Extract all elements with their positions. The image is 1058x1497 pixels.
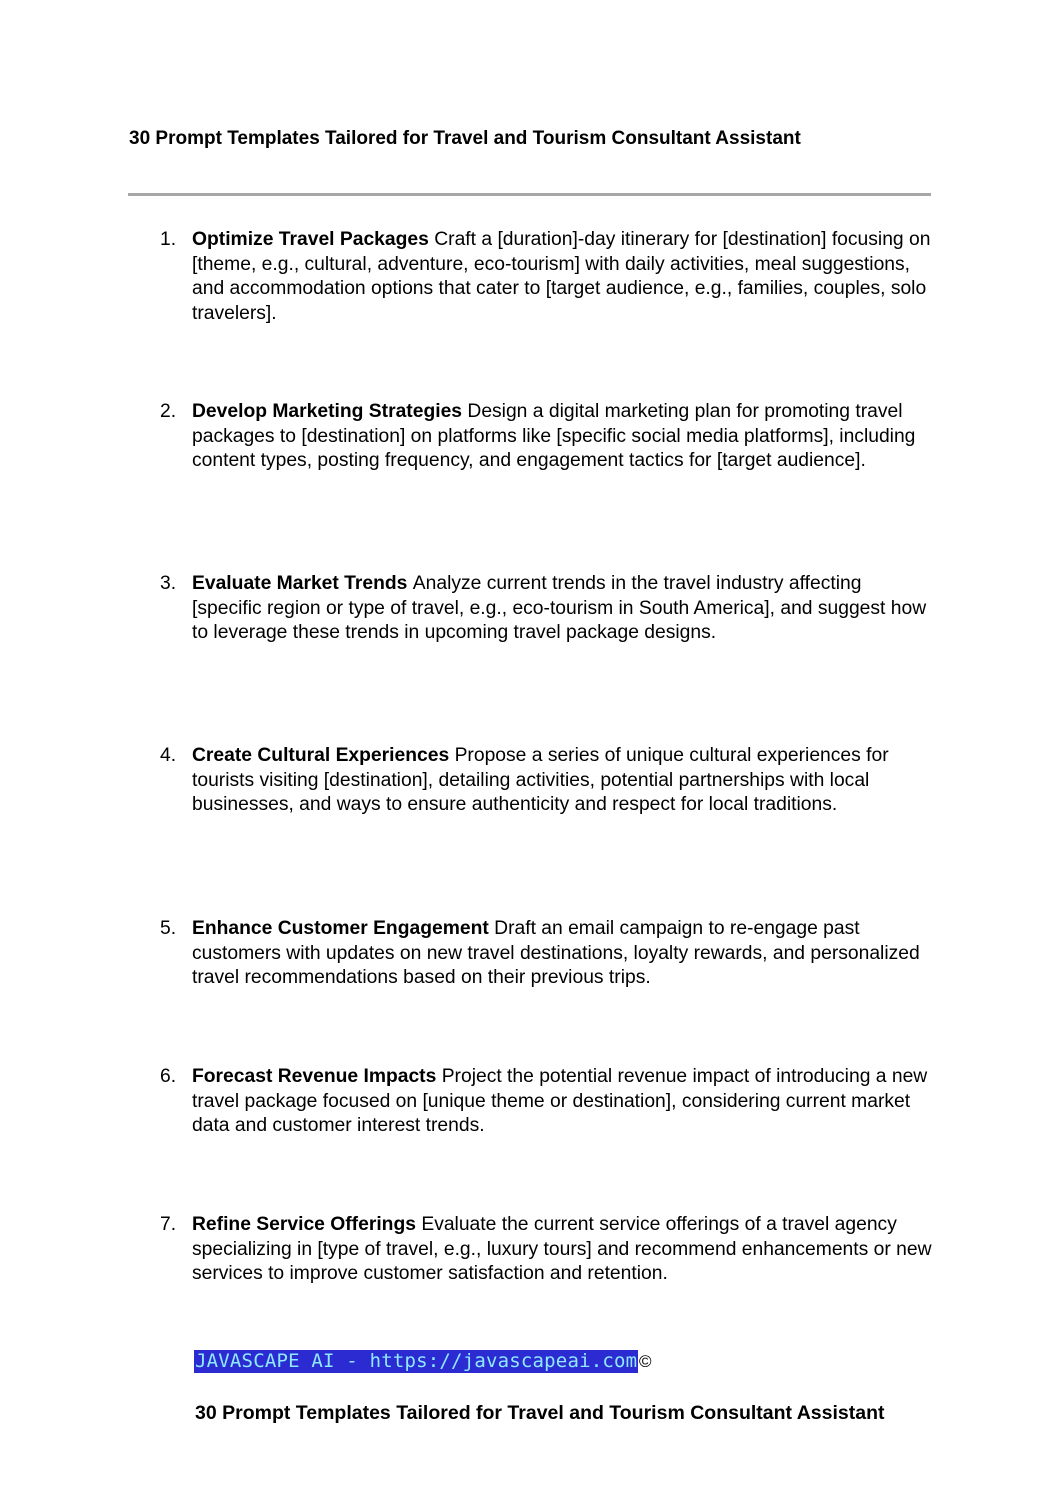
copyright-symbol: ©: [639, 1352, 652, 1371]
list-item-number: 2.: [160, 401, 177, 422]
list-item-heading: Refine Service Offerings: [192, 1214, 422, 1235]
list-item-number: 7.: [160, 1214, 177, 1235]
list-item-heading: Enhance Customer Engagement: [192, 918, 495, 939]
list-item-heading: Evaluate Market Trends: [192, 573, 413, 594]
list-item-body: [192, 917, 932, 991]
list-item-heading: Forecast Revenue Impacts: [192, 1066, 442, 1087]
list-item-heading: Develop Marketing Strategies: [192, 401, 468, 422]
list-item-number: 1.: [160, 229, 177, 250]
list-item-body: [192, 400, 932, 474]
list-item-text: Propose a series of unique cultural experiences for tourists visiting [destination], detailing activities, potential partnerships with local businesses, and ways to ensure authenticity and respect for local traditions.: [192, 745, 889, 816]
list-item-text: Project the potential revenue impact of introducing a new travel package focused on [unique theme or destination], considering current market data and customer interest trends.: [192, 1066, 928, 1137]
list-item-heading: Optimize Travel Packages: [192, 229, 435, 250]
list-item-body: [192, 228, 932, 326]
list-item-body: [192, 572, 932, 646]
list-item-number: 5.: [160, 918, 177, 939]
brand-link[interactable]: JAVASCAPE AI - https://javascapeai.com: [195, 1350, 638, 1372]
list-item-body: [192, 1065, 932, 1139]
list-item-text: Draft an email campaign to re-engage past customers with updates on new travel destinations, loyalty rewards, and personalized travel recommendations based on their previous trips.: [192, 918, 920, 989]
list-item-number: 4.: [160, 745, 177, 766]
list-item-text: Craft a [duration]-day itinerary for [destination] focusing on [theme, e.g., cultural, adventure, eco-tourism] with daily activities, meal suggestions, and accommodation options that cater to [target audience, e.g., families, couples, solo travelers].: [192, 229, 931, 324]
list-item-number: 6.: [160, 1066, 177, 1087]
title-divider: [128, 193, 931, 196]
list-item-text: Evaluate the current service offerings of a travel agency specializing in [type of travel, e.g., luxury tours] and recommend enhancements or new services to improve customer satisfaction and retention.: [192, 1214, 932, 1285]
list-item-number: 3.: [160, 573, 177, 594]
list-item-text: Design a digital marketing plan for promoting travel packages to [destination] on platforms like [specific social media platforms], including content types, posting frequency, and engagement tactics for [target audience].: [192, 401, 916, 472]
list-item-body: [192, 744, 932, 818]
list-item-heading: Create Cultural Experiences: [192, 745, 455, 766]
footer-title: 30 Prompt Templates Tailored for Travel and Tourism Consultant Assistant: [195, 1402, 885, 1424]
page-title: 30 Prompt Templates Tailored for Travel and Tourism Consultant Assistant: [129, 128, 801, 149]
list-item-body: [192, 1213, 932, 1287]
list-item-text: Analyze current trends in the travel industry affecting [specific region or type of travel, e.g., eco-tourism in South America], and suggest how to leverage these trends in upcoming travel package designs.: [192, 573, 927, 644]
